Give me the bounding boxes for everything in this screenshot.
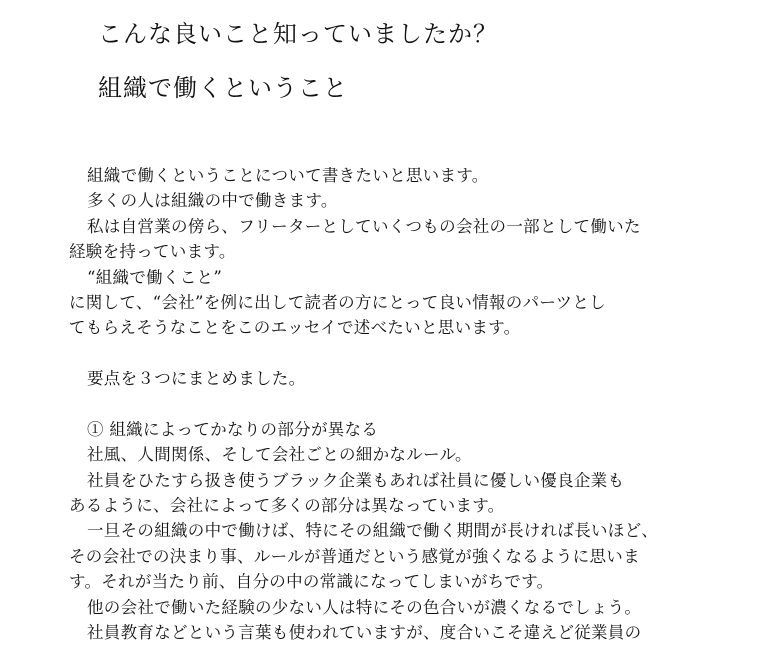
paragraph-line: 社員教育などという言葉も使われていますが、度合いこそ違えど従業員の [87,623,642,643]
paragraph-line: あるように、会社によって多くの部分は異なっています。 [69,496,505,516]
paragraph-line: 私は自営業の傍ら、フリーターとしていくつもの会社の一部として働いた [87,216,641,236]
paragraph-line: す。それが当たり前、自分の中の常識になってしまいがちです。 [69,572,554,592]
document-body [69,163,669,645]
blank-line [69,341,669,366]
paragraph-line: 他の会社で働いた経験の少ない人は特にその色合いが濃くなるでしょう。 [87,597,642,617]
paragraph-line: 経験を持っています。 [69,242,236,262]
blank-line [69,392,669,417]
paragraph-line: 一旦その組織の中で働けば、特にその組織で働く期間が長ければ長いほど、 [87,521,659,541]
paragraph-line: てもらえそうなことをこのエッセイで述べたいと思います。 [69,318,521,338]
document-subtitle: 組織で働くということ [98,74,348,102]
paragraph-line: に関して、“会社”を例に出して読者の方にとって良い情報のパーツとし [69,292,606,312]
paragraph-line: 社風、人間関係、そして会社ごとの細かなルール。 [87,445,472,465]
paragraph-line: ① 組織によってかなりの部分が異なる [87,419,379,439]
paragraph-line: 多くの人は組織の中で働きます。 [87,191,338,211]
paragraph-line: その会社での決まり事、ルールが普通だという感覚が強くなるように思いま [69,546,640,566]
paragraph-line: 組織で働くということについて書きたいと思います。 [87,166,489,185]
paragraph-line: 要点を３つにまとめました。 [87,369,306,389]
paragraph-line: “組織で働くこと” [87,267,223,287]
document-title: こんな良いこと知っていましたか？ [98,20,498,48]
paragraph-line: 社員をひたすら扱き使うブラック企業もあれば社員に優しい優良企業も [87,470,625,490]
